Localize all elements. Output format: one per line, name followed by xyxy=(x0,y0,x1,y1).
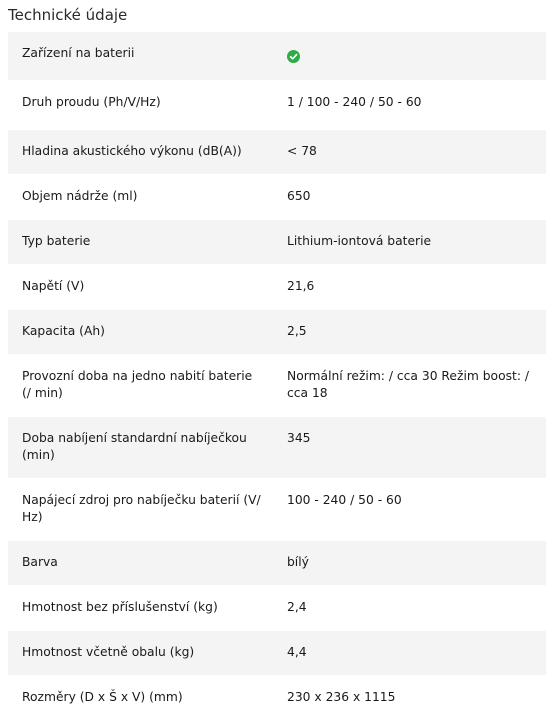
spec-row xyxy=(8,479,546,540)
spec-row xyxy=(8,265,546,309)
spec-label: Typ baterie xyxy=(22,234,91,248)
section-heading: Technické údaje xyxy=(8,6,128,24)
spec-label: Napájecí zdroj pro nabíječku baterií (V/ Hz) xyxy=(22,493,261,524)
spec-value: Lithium-iontová baterie xyxy=(287,234,432,248)
spec-row xyxy=(8,631,546,675)
spec-value: 650 xyxy=(287,189,311,203)
spec-label: Hmotnost bez příslušenství (kg) xyxy=(22,600,218,614)
specs-table xyxy=(8,32,546,721)
spec-row xyxy=(8,676,546,720)
spec-value: bílý xyxy=(287,555,309,569)
spec-value: 1 / 100 - 240 / 50 - 60 xyxy=(287,95,422,109)
check-circle-icon xyxy=(287,50,300,63)
spec-label: Kapacita (Ah) xyxy=(22,324,105,338)
spec-label: Barva xyxy=(22,555,58,569)
spec-row xyxy=(8,220,546,264)
spec-value xyxy=(273,32,546,79)
spec-label: Napětí (V) xyxy=(22,279,85,293)
spec-value: 100 - 240 / 50 - 60 xyxy=(287,493,402,507)
spec-row xyxy=(8,81,546,129)
spec-label: Zařízení na baterii xyxy=(22,46,135,60)
spec-row xyxy=(8,32,546,80)
spec-value: 21,6 xyxy=(287,279,315,293)
spec-row xyxy=(8,130,546,174)
spec-value: < 78 xyxy=(287,144,317,158)
spec-row xyxy=(8,175,546,219)
spec-row xyxy=(8,310,546,354)
spec-value: 345 xyxy=(287,431,311,445)
spec-row xyxy=(8,586,546,630)
spec-label: Druh proudu (Ph/V/Hz) xyxy=(22,95,161,109)
spec-label: Hladina akustického výkonu (dB(A)) xyxy=(22,144,242,158)
spec-label: Objem nádrže (ml) xyxy=(22,189,138,203)
spec-value: 2,5 xyxy=(287,324,307,338)
spec-label: Doba nabíjení standardní nabíječkou (min) xyxy=(22,431,247,462)
spec-label: Rozměry (D x Š x V) (mm) xyxy=(22,690,183,704)
spec-value: 2,4 xyxy=(287,600,307,614)
spec-value: 230 x 236 x 1115 xyxy=(287,690,396,704)
spec-value: Normální režim: / cca 30 Režim boost: / cca 18 xyxy=(287,369,530,400)
spec-row xyxy=(8,355,546,416)
spec-label: Hmotnost včetně obalu (kg) xyxy=(22,645,195,659)
spec-row xyxy=(8,417,546,478)
spec-row xyxy=(8,541,546,585)
spec-label: Provozní doba na jedno nabití baterie (/ min) xyxy=(22,369,253,400)
spec-value: 4,4 xyxy=(287,645,307,659)
